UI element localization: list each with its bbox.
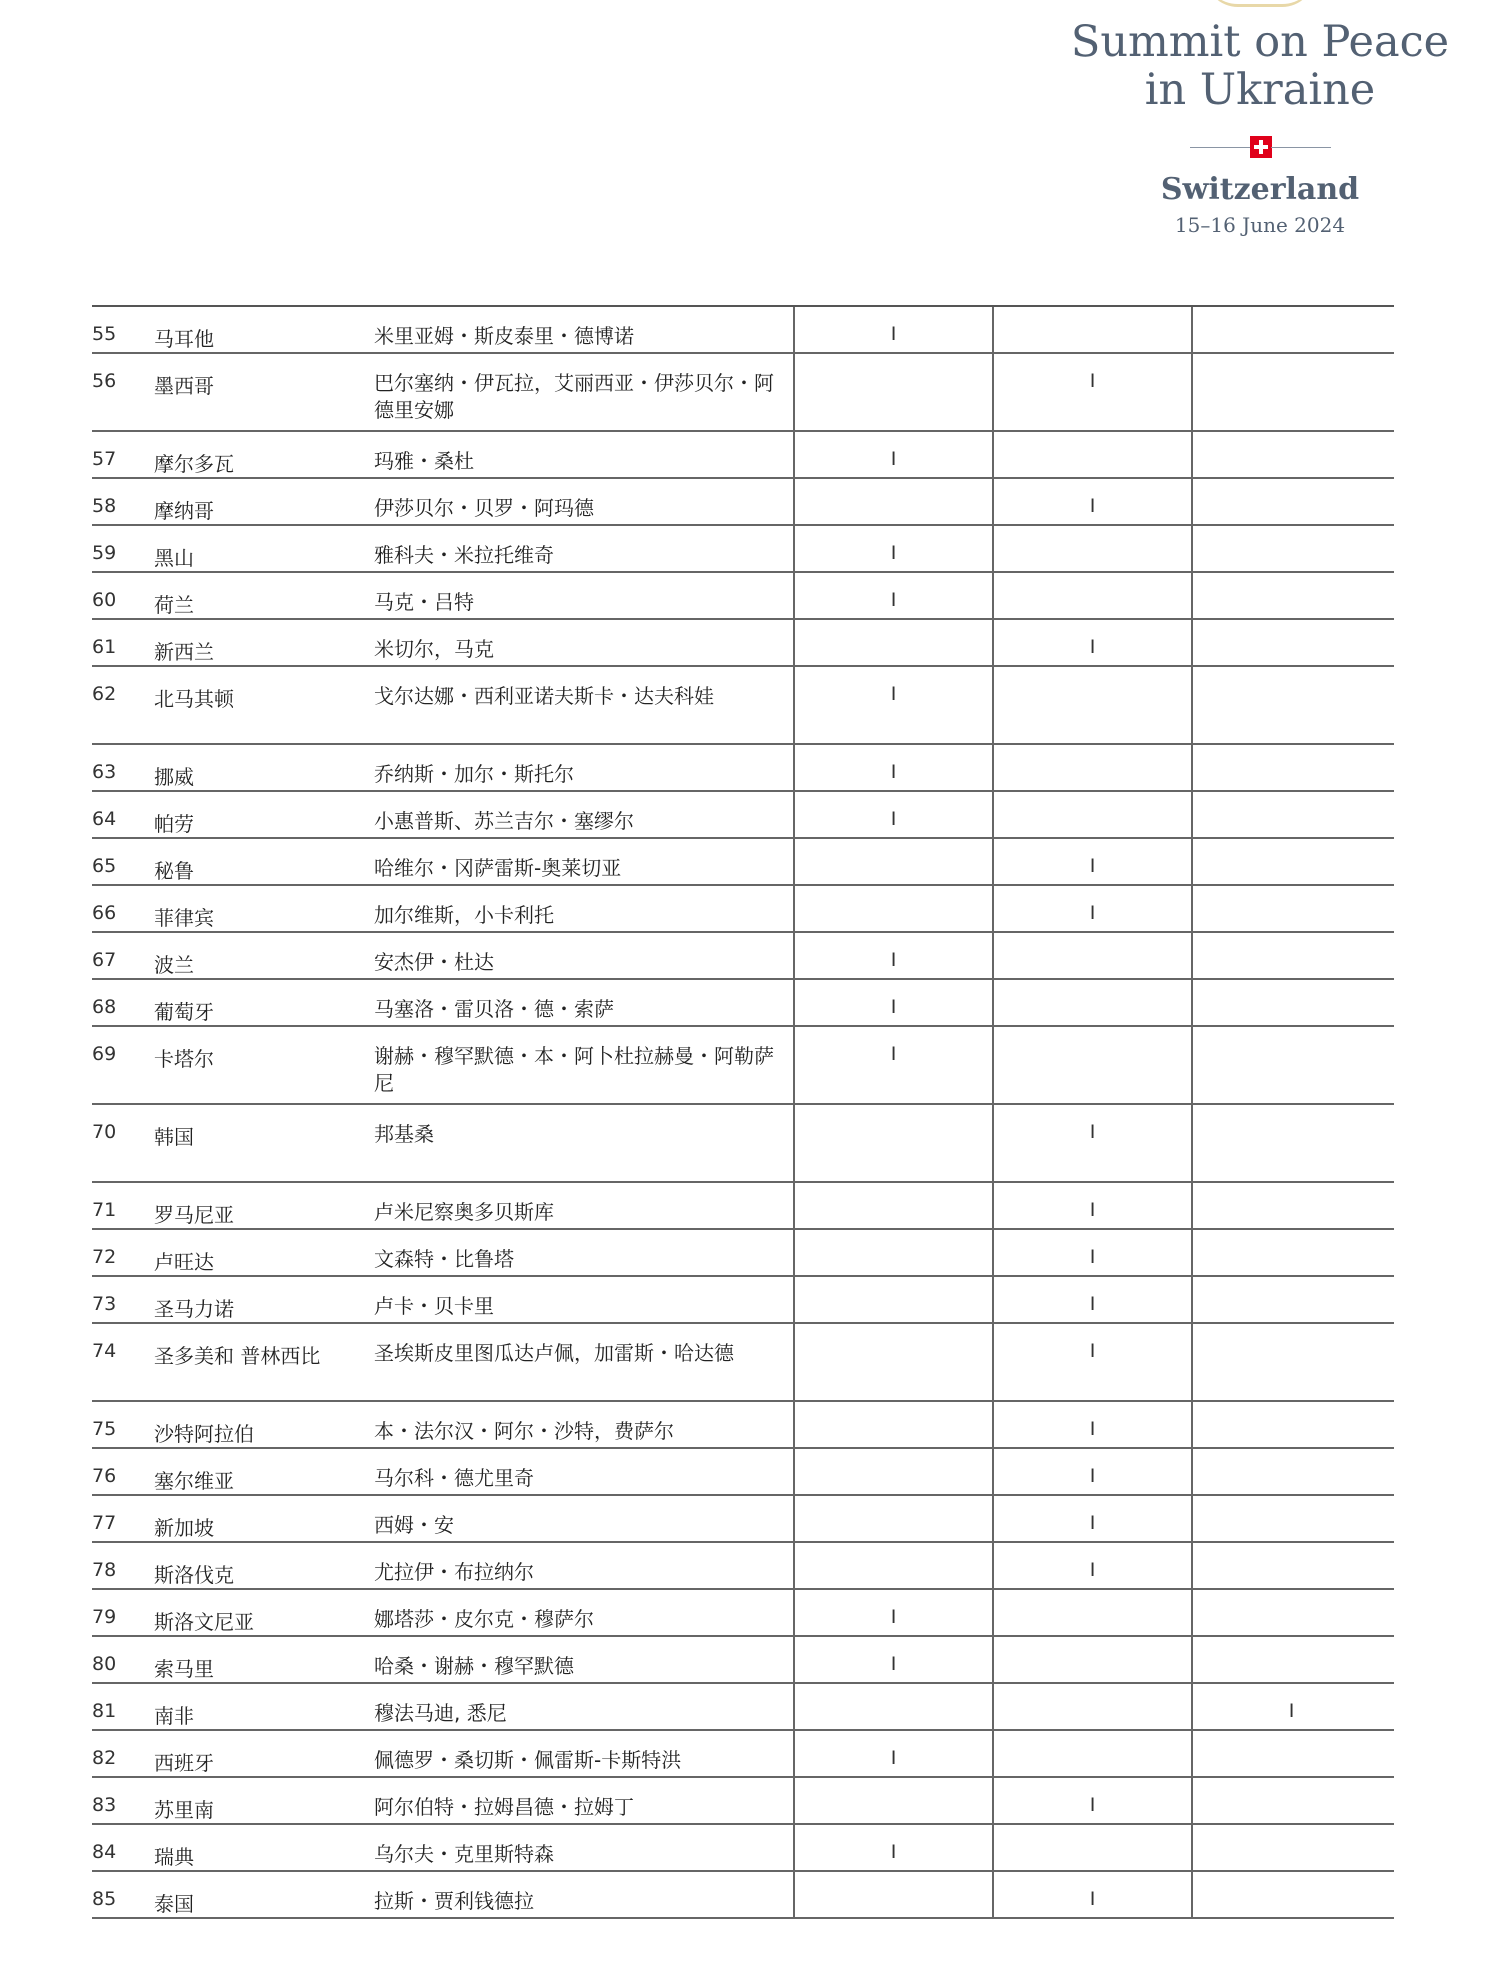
attendance-cell-1 xyxy=(793,1105,992,1181)
table-row xyxy=(92,307,1394,354)
table-row xyxy=(92,354,1394,432)
attendance-cell-1 xyxy=(793,1402,992,1447)
attendance-cell-2 xyxy=(992,933,1191,978)
attendance-cell-1 xyxy=(793,1183,992,1228)
attendance-cell-2: I xyxy=(992,886,1191,931)
country-name: 斯洛文尼亚 xyxy=(154,1610,254,1634)
country-name: 马耳他 xyxy=(154,327,214,351)
attendance-cell-2 xyxy=(992,307,1191,352)
attendance-cell-3 xyxy=(1191,1183,1390,1228)
row-number: 60 xyxy=(92,589,117,611)
country-name: 摩尔多瓦 xyxy=(154,452,234,476)
row-number: 58 xyxy=(92,495,117,517)
attendance-cell-3 xyxy=(1191,1637,1390,1682)
attendance-cell-1: I xyxy=(793,1825,992,1870)
attendance-cell-3 xyxy=(1191,886,1390,931)
representative-name: 乌尔夫・克里斯特森 xyxy=(374,1842,554,1866)
attendance-cell-1 xyxy=(793,1496,992,1541)
country-name: 荷兰 xyxy=(154,593,194,617)
row-number: 70 xyxy=(92,1121,117,1143)
country-name: 西班牙 xyxy=(154,1751,214,1775)
attendance-cell-3 xyxy=(1191,354,1390,430)
row-number: 78 xyxy=(92,1559,117,1581)
country-name: 摩纳哥 xyxy=(154,499,214,523)
country-name: 卡塔尔 xyxy=(154,1047,214,1071)
table-row xyxy=(92,1543,1394,1590)
attendance-cell-2: I xyxy=(992,839,1191,884)
attendance-cell-3 xyxy=(1191,1496,1390,1541)
representative-name: 乔纳斯・加尔・斯托尔 xyxy=(374,762,574,786)
attendance-cell-1 xyxy=(793,354,992,430)
attendance-cell-1: I xyxy=(793,307,992,352)
country-name: 南非 xyxy=(154,1704,194,1728)
row-number: 77 xyxy=(92,1512,117,1534)
country-name: 索马里 xyxy=(154,1657,214,1681)
attendance-cell-2: I xyxy=(992,1105,1191,1181)
attendance-cell-3 xyxy=(1191,479,1390,524)
row-number: 63 xyxy=(92,761,117,783)
row-number: 66 xyxy=(92,902,117,924)
table-row xyxy=(92,980,1394,1027)
attendance-cell-3 xyxy=(1191,792,1390,837)
attendance-cell-2: I xyxy=(992,1872,1191,1917)
attendance-cell-3 xyxy=(1191,1230,1390,1275)
attendance-cell-1: I xyxy=(793,667,992,743)
row-number: 80 xyxy=(92,1653,117,1675)
row-number: 59 xyxy=(92,542,117,564)
attendance-cell-3 xyxy=(1191,1105,1390,1181)
attendance-cell-1 xyxy=(793,1543,992,1588)
summit-title: Summit on Peace xyxy=(1070,17,1450,67)
attendance-cell-3 xyxy=(1191,1027,1390,1103)
representative-name: 米里亚姆・斯皮泰里・德博诺 xyxy=(374,324,634,348)
attendance-cell-1 xyxy=(793,1230,992,1275)
row-number: 55 xyxy=(92,323,117,345)
table-row xyxy=(92,792,1394,839)
attendance-cell-2: I xyxy=(992,479,1191,524)
swiss-flag-icon xyxy=(1250,136,1272,158)
representative-name: 谢赫・穆罕默德・本・阿卜杜拉赫曼・阿勒萨尼 xyxy=(374,1044,774,1095)
attendance-cell-3 xyxy=(1191,667,1390,743)
country-name: 韩国 xyxy=(154,1125,194,1149)
attendance-cell-3 xyxy=(1191,1543,1390,1588)
representative-name: 西姆・安 xyxy=(374,1513,454,1537)
attendance-cell-2: I xyxy=(992,1230,1191,1275)
representative-name: 文森特・比鲁塔 xyxy=(374,1247,514,1271)
country-name: 圣马力诺 xyxy=(154,1297,234,1321)
representative-name: 玛雅・桑杜 xyxy=(374,449,474,473)
representative-name: 戈尔达娜・西利亚诺夫斯卡・达夫科娃 xyxy=(374,684,714,708)
row-number: 57 xyxy=(92,448,117,470)
table-row xyxy=(92,667,1394,745)
attendance-cell-1 xyxy=(793,620,992,665)
row-number: 73 xyxy=(92,1293,117,1315)
attendance-cell-3 xyxy=(1191,1402,1390,1447)
table-row xyxy=(92,1324,1394,1402)
attendance-cell-2 xyxy=(992,1684,1191,1729)
row-number: 76 xyxy=(92,1465,117,1487)
table-row xyxy=(92,1731,1394,1778)
attendance-cell-3 xyxy=(1191,1277,1390,1322)
table-row xyxy=(92,1590,1394,1637)
table-row xyxy=(92,1105,1394,1183)
table-row xyxy=(92,573,1394,620)
representative-name: 本・法尔汉・阿尔・沙特，费萨尔 xyxy=(374,1419,674,1443)
attendance-cell-2 xyxy=(992,1027,1191,1103)
table-row xyxy=(92,839,1394,886)
representative-name: 米切尔，马克 xyxy=(374,637,494,661)
row-number: 61 xyxy=(92,636,117,658)
country-name: 新西兰 xyxy=(154,640,214,664)
table-row xyxy=(92,432,1394,479)
row-number: 75 xyxy=(92,1418,117,1440)
row-number: 65 xyxy=(92,855,117,877)
representative-name: 卢米尼察奥多贝斯库 xyxy=(374,1200,554,1224)
attendance-cell-3 xyxy=(1191,1731,1390,1776)
table-row xyxy=(92,1449,1394,1496)
table-row xyxy=(92,1183,1394,1230)
attendance-cell-3 xyxy=(1191,526,1390,571)
attendance-cell-2 xyxy=(992,526,1191,571)
row-number: 56 xyxy=(92,370,117,392)
attendance-cell-3 xyxy=(1191,573,1390,618)
representative-name: 马克・吕特 xyxy=(374,590,474,614)
table-row xyxy=(92,1277,1394,1324)
row-number: 67 xyxy=(92,949,117,971)
row-number: 84 xyxy=(92,1841,117,1863)
attendance-cell-3 xyxy=(1191,1324,1390,1400)
attendance-cell-2 xyxy=(992,980,1191,1025)
country-name: 苏里南 xyxy=(154,1798,214,1822)
row-number: 74 xyxy=(92,1340,117,1362)
table-row xyxy=(92,620,1394,667)
attendance-cell-1: I xyxy=(793,933,992,978)
attendance-cell-1 xyxy=(793,886,992,931)
attendance-cell-2 xyxy=(992,667,1191,743)
attendance-cell-3 xyxy=(1191,933,1390,978)
attendance-cell-2: I xyxy=(992,1543,1191,1588)
attendance-cell-3 xyxy=(1191,839,1390,884)
table-row xyxy=(92,1872,1394,1919)
participants-table xyxy=(92,305,1394,1919)
attendance-cell-2: I xyxy=(992,1183,1191,1228)
attendance-cell-1: I xyxy=(793,745,992,790)
country-name: 罗马尼亚 xyxy=(154,1203,234,1227)
country-name: 帕劳 xyxy=(154,812,194,836)
attendance-cell-3 xyxy=(1191,1590,1390,1635)
attendance-cell-1: I xyxy=(793,573,992,618)
table-row xyxy=(92,1778,1394,1825)
attendance-cell-1 xyxy=(793,839,992,884)
attendance-cell-1 xyxy=(793,1684,992,1729)
country-name: 黑山 xyxy=(154,546,194,570)
row-number: 81 xyxy=(92,1700,117,1722)
logo-divider-right xyxy=(1271,147,1331,148)
attendance-cell-2 xyxy=(992,1825,1191,1870)
country-name: 泰国 xyxy=(154,1892,194,1916)
row-number: 85 xyxy=(92,1888,117,1910)
representative-name: 娜塔莎・皮尔克・穆萨尔 xyxy=(374,1607,594,1631)
country-name: 卢旺达 xyxy=(154,1250,214,1274)
summit-country: Switzerland xyxy=(1160,172,1360,207)
table-row xyxy=(92,1027,1394,1105)
country-name: 新加坡 xyxy=(154,1516,214,1540)
table-row xyxy=(92,745,1394,792)
table-row xyxy=(92,1230,1394,1277)
summit-date: 15–16 June 2024 xyxy=(1174,213,1346,237)
country-name: 塞尔维亚 xyxy=(154,1469,234,1493)
attendance-cell-1 xyxy=(793,1778,992,1823)
attendance-cell-2: I xyxy=(992,1778,1191,1823)
attendance-cell-3 xyxy=(1191,980,1390,1025)
attendance-cell-3 xyxy=(1191,1778,1390,1823)
representative-name: 安杰伊・杜达 xyxy=(374,950,494,974)
representative-name: 马塞洛・雷贝洛・德・索萨 xyxy=(374,997,614,1021)
row-number: 62 xyxy=(92,683,117,705)
row-number: 83 xyxy=(92,1794,117,1816)
row-number: 72 xyxy=(92,1246,117,1268)
attendance-cell-3: I xyxy=(1191,1684,1390,1729)
attendance-cell-1: I xyxy=(793,1027,992,1103)
country-name: 墨西哥 xyxy=(154,374,214,398)
attendance-cell-2 xyxy=(992,432,1191,477)
table-row xyxy=(92,526,1394,573)
attendance-cell-2: I xyxy=(992,1324,1191,1400)
country-name: 瑞典 xyxy=(154,1845,194,1869)
attendance-cell-3 xyxy=(1191,307,1390,352)
summit-subtitle: in Ukraine xyxy=(1144,65,1376,115)
attendance-cell-1: I xyxy=(793,1590,992,1635)
representative-name: 邦基桑 xyxy=(374,1122,434,1146)
attendance-cell-3 xyxy=(1191,1872,1390,1917)
representative-name: 马尔科・德尤里奇 xyxy=(374,1466,534,1490)
country-name: 斯洛伐克 xyxy=(154,1563,234,1587)
table-row xyxy=(92,933,1394,980)
representative-name: 小惠普斯、苏兰吉尔・塞缪尔 xyxy=(374,809,634,833)
attendance-cell-1: I xyxy=(793,432,992,477)
representative-name: 拉斯・贾利钱德拉 xyxy=(374,1889,534,1913)
logo-arc-decoration xyxy=(1205,0,1315,7)
logo-divider-left xyxy=(1190,147,1250,148)
country-name: 菲律宾 xyxy=(154,906,214,930)
table-row xyxy=(92,1637,1394,1684)
attendance-cell-1: I xyxy=(793,980,992,1025)
attendance-cell-2: I xyxy=(992,1449,1191,1494)
table-row xyxy=(92,1825,1394,1872)
attendance-cell-3 xyxy=(1191,620,1390,665)
attendance-cell-2 xyxy=(992,745,1191,790)
country-name: 北马其顿 xyxy=(154,687,234,711)
attendance-cell-1 xyxy=(793,479,992,524)
country-name: 波兰 xyxy=(154,953,194,977)
representative-name: 圣埃斯皮里图瓜达卢佩，加雷斯・哈达德 xyxy=(374,1341,734,1365)
representative-name: 加尔维斯，小卡利托 xyxy=(374,903,554,927)
country-name: 圣多美和 普林西比 xyxy=(154,1344,321,1368)
representative-name: 雅科夫・米拉托维奇 xyxy=(374,543,554,567)
attendance-cell-2: I xyxy=(992,1402,1191,1447)
attendance-cell-2: I xyxy=(992,354,1191,430)
attendance-cell-2: I xyxy=(992,1277,1191,1322)
row-number: 68 xyxy=(92,996,117,1018)
table-row xyxy=(92,1496,1394,1543)
representative-name: 伊莎贝尔・贝罗・阿玛德 xyxy=(374,496,594,520)
representative-name: 佩德罗・桑切斯・佩雷斯-卡斯特洪 xyxy=(374,1748,682,1772)
representative-name: 哈维尔・冈萨雷斯-奥莱切亚 xyxy=(374,856,622,880)
attendance-cell-1: I xyxy=(793,1637,992,1682)
country-name: 沙特阿拉伯 xyxy=(154,1422,254,1446)
summit-logo xyxy=(1060,0,1460,260)
representative-name: 阿尔伯特・拉姆昌德・拉姆丁 xyxy=(374,1795,634,1819)
attendance-cell-2 xyxy=(992,792,1191,837)
row-number: 82 xyxy=(92,1747,117,1769)
attendance-cell-3 xyxy=(1191,432,1390,477)
row-number: 71 xyxy=(92,1199,117,1221)
attendance-cell-2 xyxy=(992,1637,1191,1682)
table-row xyxy=(92,886,1394,933)
table-row xyxy=(92,479,1394,526)
representative-name: 哈桑・谢赫・穆罕默德 xyxy=(374,1654,574,1678)
country-name: 秘鲁 xyxy=(154,859,194,883)
attendance-cell-2 xyxy=(992,1590,1191,1635)
attendance-cell-1 xyxy=(793,1324,992,1400)
row-number: 64 xyxy=(92,808,117,830)
attendance-cell-2 xyxy=(992,573,1191,618)
attendance-cell-2: I xyxy=(992,620,1191,665)
representative-name: 卢卡・贝卡里 xyxy=(374,1294,494,1318)
table-row xyxy=(92,1402,1394,1449)
attendance-cell-2 xyxy=(992,1731,1191,1776)
attendance-cell-1: I xyxy=(793,1731,992,1776)
attendance-cell-3 xyxy=(1191,1825,1390,1870)
attendance-cell-1: I xyxy=(793,526,992,571)
attendance-cell-1: I xyxy=(793,792,992,837)
attendance-cell-3 xyxy=(1191,745,1390,790)
representative-name: 巴尔塞纳・伊瓦拉，艾丽西亚・伊莎贝尔・阿德里安娜 xyxy=(374,371,774,422)
country-name: 挪威 xyxy=(154,765,194,789)
row-number: 79 xyxy=(92,1606,117,1628)
row-number: 69 xyxy=(92,1043,117,1065)
table-row xyxy=(92,1684,1394,1731)
attendance-cell-2: I xyxy=(992,1496,1191,1541)
attendance-cell-1 xyxy=(793,1872,992,1917)
representative-name: 穆法马迪, 悉尼 xyxy=(374,1701,507,1725)
attendance-cell-3 xyxy=(1191,1449,1390,1494)
representative-name: 尤拉伊・布拉纳尔 xyxy=(374,1560,534,1584)
attendance-cell-1 xyxy=(793,1277,992,1322)
country-name: 葡萄牙 xyxy=(154,1000,214,1024)
attendance-cell-1 xyxy=(793,1449,992,1494)
